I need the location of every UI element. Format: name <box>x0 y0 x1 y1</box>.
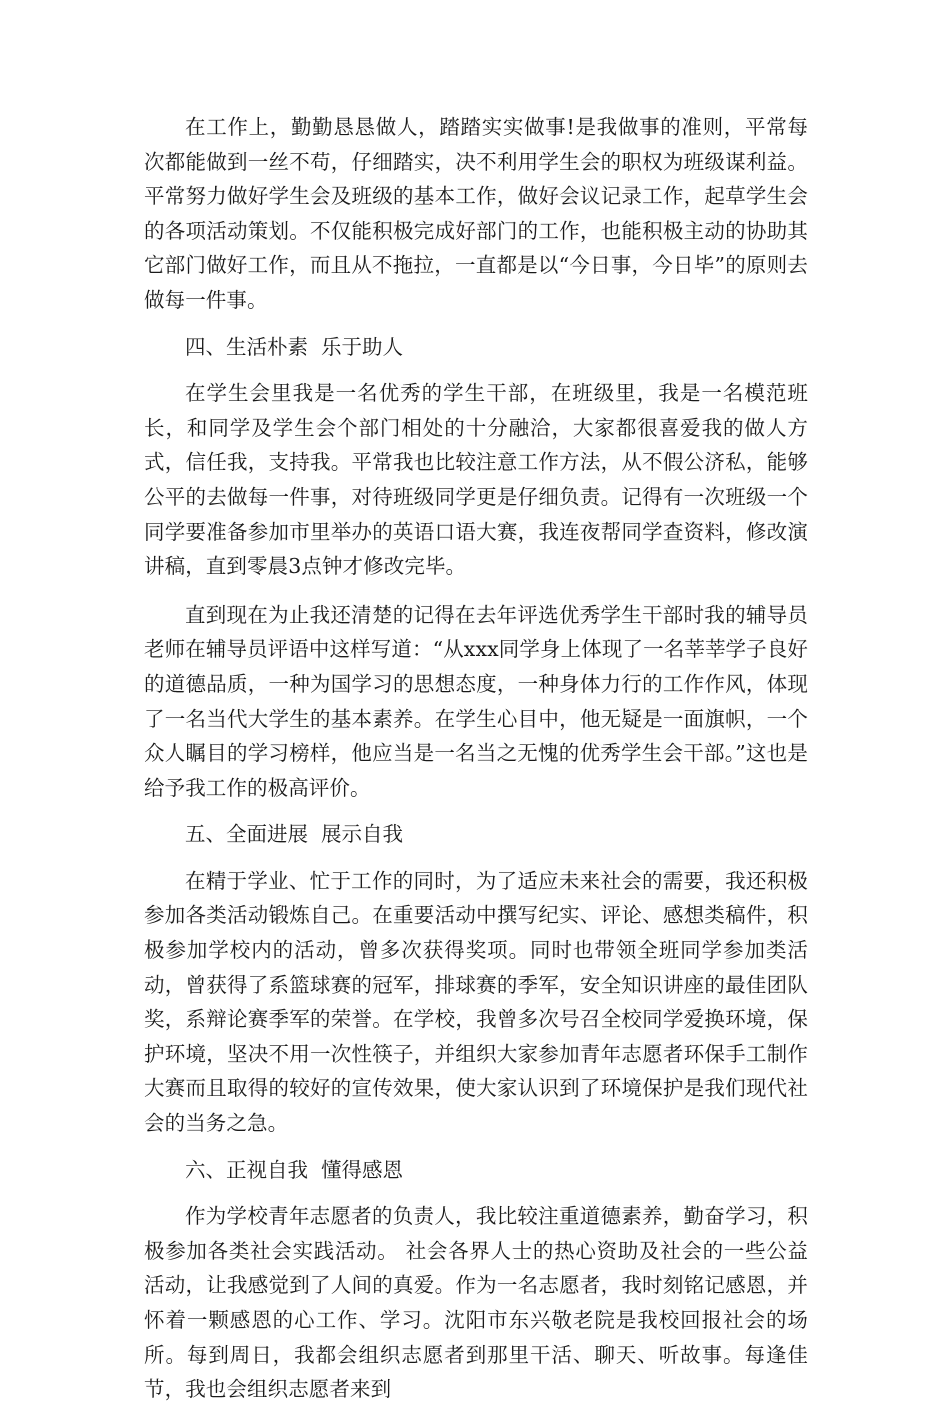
paragraph-work-attitude: 在工作上，勤勤恳恳做人，踏踏实实做事!是我做事的准则，平常每次都能做到一丝不苟，仔细踏实，决不利用学生会的职权为班级谋利益。平常努力做好学生会及班级的基本工作，做好会议记录工作，起草学生会的各项活动策划。不仅能积极完成好部门的工作，也能积极主动的协助其它部门做好工作，而且从不拖拉，一直都是以“今日事，今日毕”的原则去做每一件事。 <box>144 115 808 312</box>
paragraph-counselor-comment: 直到现在为止我还清楚的记得在去年评选优秀学生干部时我的辅导员老师在辅导员评语中这样写道：“从xxx同学身上体现了一名莘莘学子良好的道德品质，一种为国学习的思想态度，一种身体力行的工作作风，体现了一名当代大学生的基本素养。在学生心目中，他无疑是一面旗帜，一个众人瞩目的学习榜样，他应当是一名当之无愧的优秀学生会干部。”这也是给予我工作的极高评价。 <box>144 602 808 800</box>
paragraph-student-union: 在学生会里我是一名优秀的学生干部，在班级里，我是一名模范班长，和同学及学生会个部门相处的十分融洽，大家都很喜爱我的做人方式，信任我，支持我。平常我也比较注意工作方法，从不假公济私，能够公平的去做每一件事，对待班级同学更是仔细负责。记得有一次班级一个同学要准备参加市里举办的英语口语大赛，我连夜帮同学查资料，修改演讲稿，直到零晨3点钟才修改完毕。 <box>144 381 808 579</box>
paragraph-volunteer: 作为学校青年志愿者的负责人，我比较注重道德素养，勤奋学习，积极参加各类社会实践活动。 社会各界人士的热心资助及社会的一些公益活动，让我感觉到了人间的真爱。作为一名志愿者，我时刻铭记感恩，并怀着一颗感恩的心工作、学习。沈阳市东兴敬老院是我校回报社会的场所。每到周日，我都会组织志愿者到那里干活、聊天、听故事。每逢佳节，我也会组织志愿者来到 <box>144 1204 808 1402</box>
section-heading-4: 四、生活朴素 乐于助人 <box>185 334 404 359</box>
paragraph-activities: 在精于学业、忙于工作的同时，为了适应未来社会的需要，我还积极参加各类活动锻炼自己。在重要活动中撰写纪实、评论、感想类稿件，积极参加学校内的活动，曾多次获得奖项。同时也带领全班同学参加类活动，曾获得了系篮球赛的冠军，排球赛的季军，安全知识讲座的最佳团队奖，系辩论赛季军的荣誉。在学校，我曾多次号召全校同学爱换环境，保护环境，坚决不用一次性筷子，并组织大家参加青年志愿者环保手工制作大赛而且取得的较好的宣传效果，使大家认识到了环境保护是我们现代社会的当务之急。 <box>144 868 808 1136</box>
section-heading-6: 六、正视自我 懂得感恩 <box>185 1157 404 1182</box>
section-heading-5: 五、全面进展 展示自我 <box>185 822 404 847</box>
document-page <box>144 110 808 1407</box>
